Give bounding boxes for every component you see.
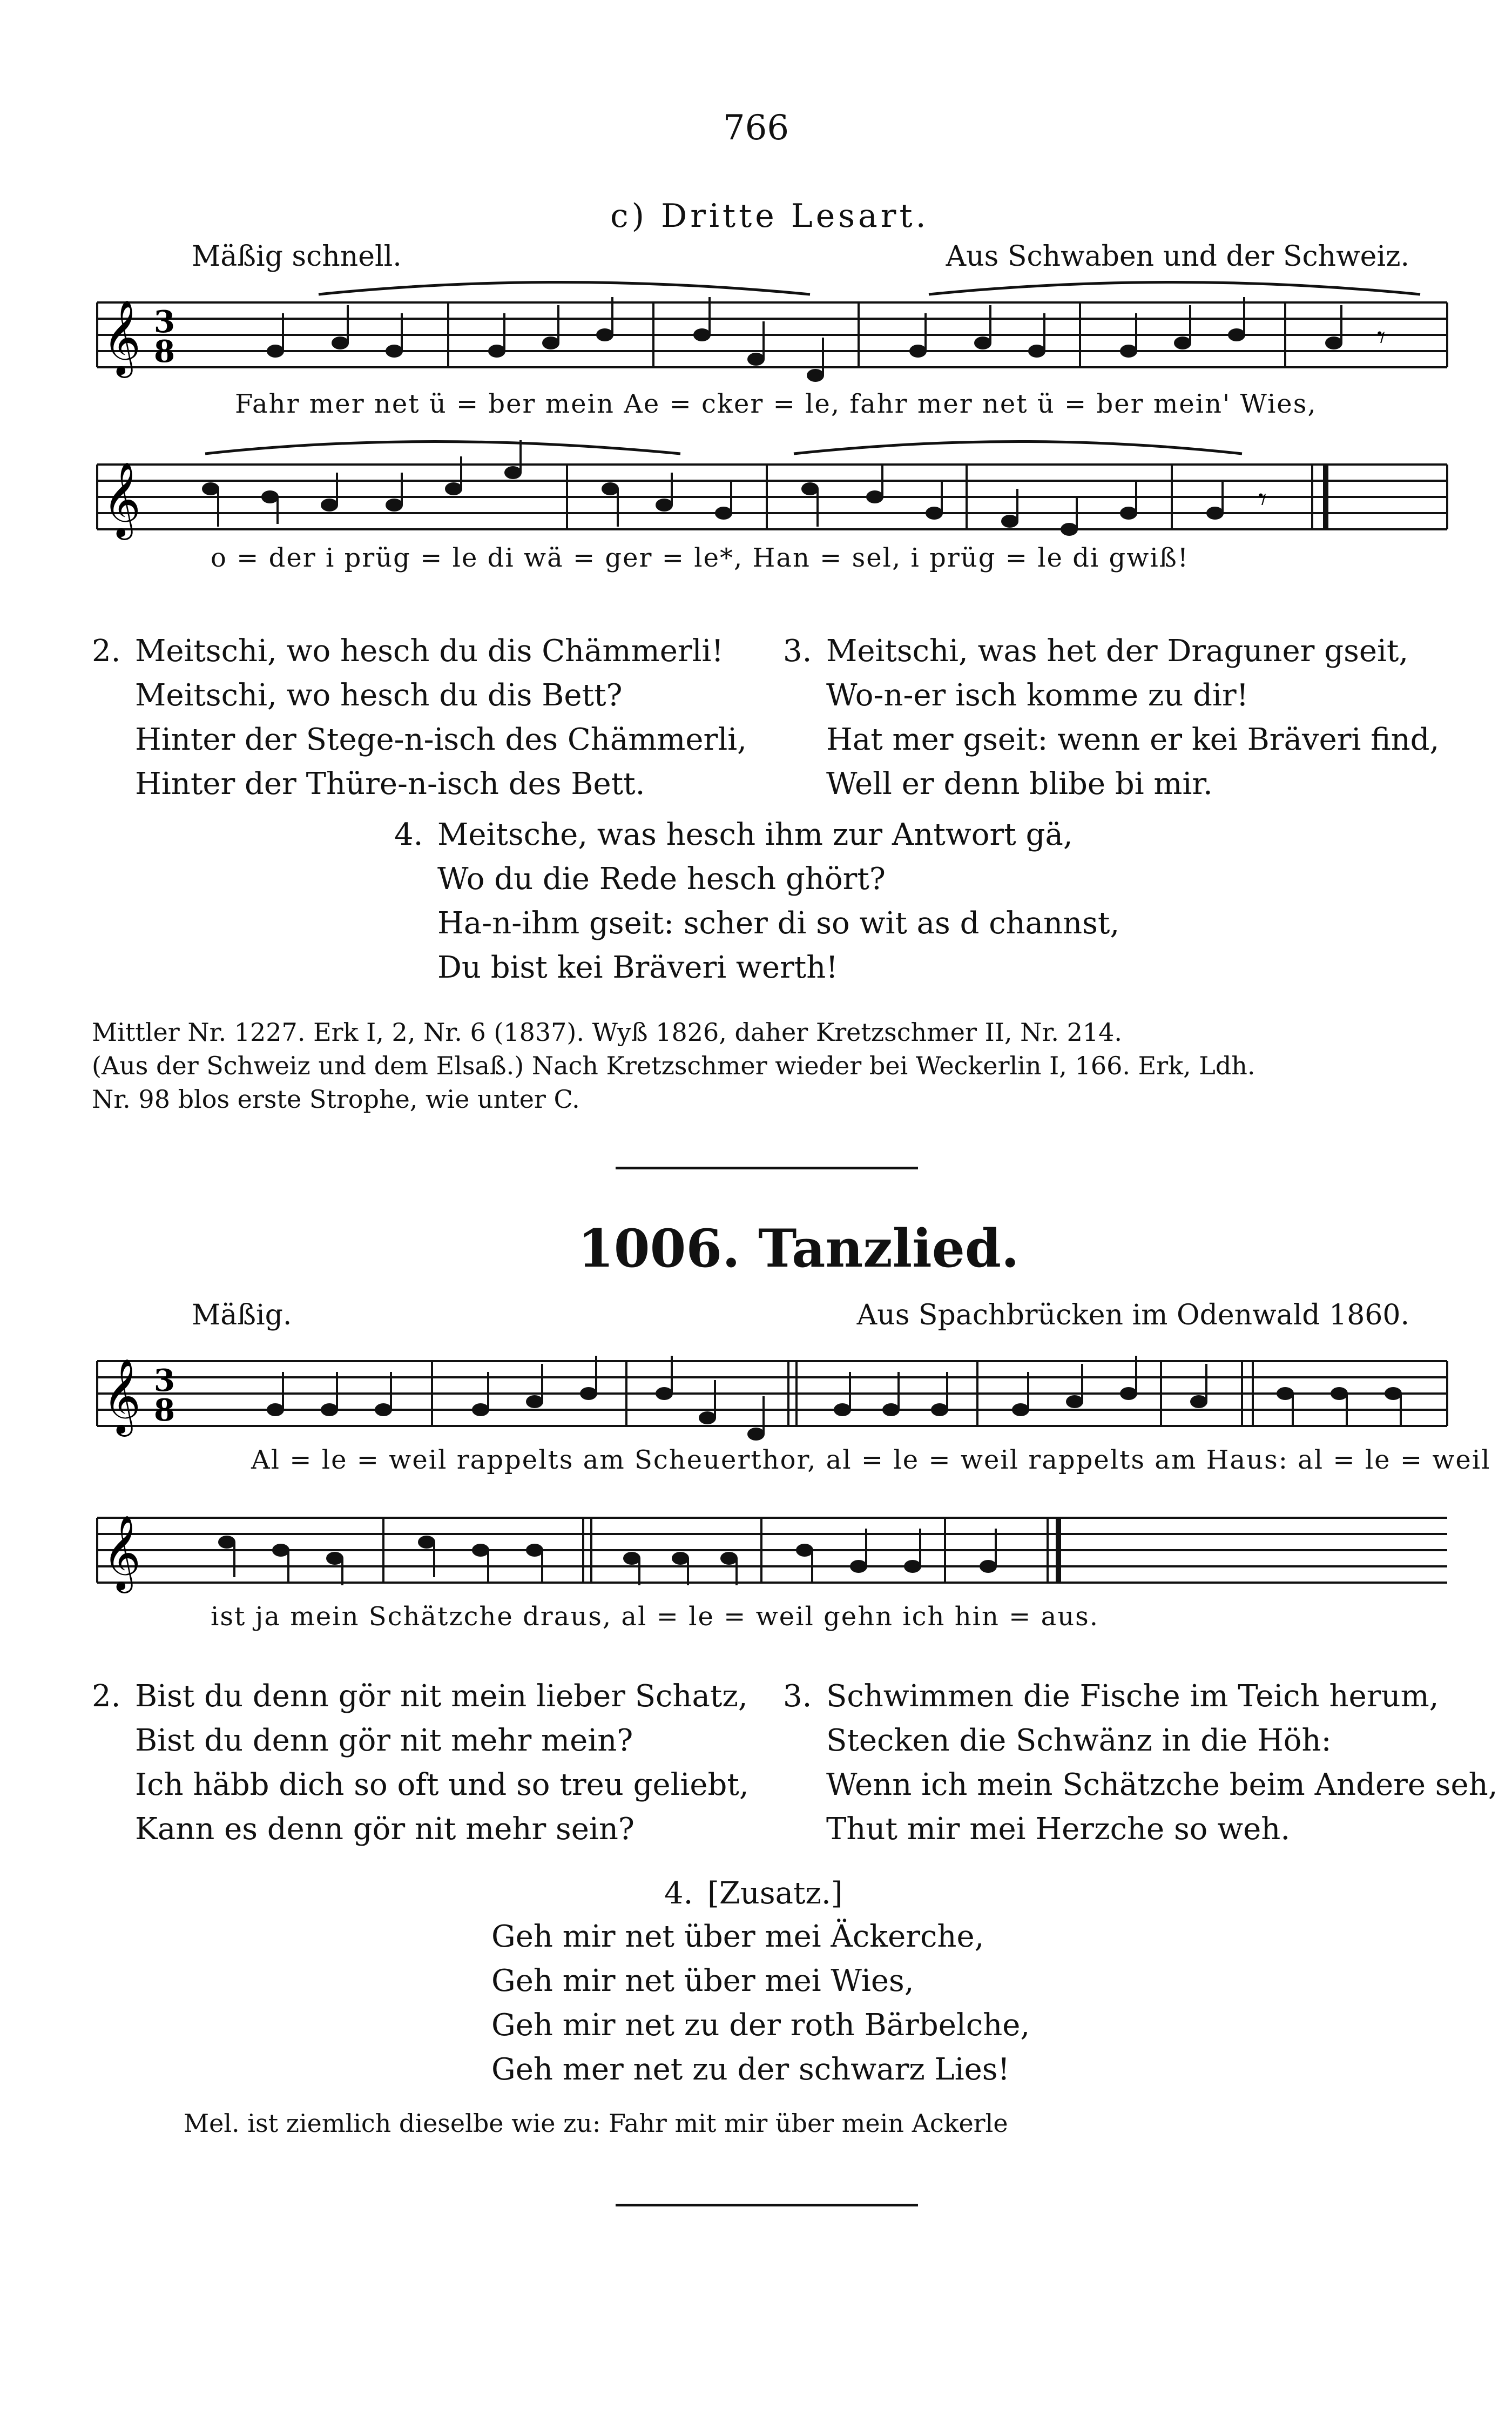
verse-4: 4. Meitsche, was hesch ihm zur Antwort gä, Wo du die Rede hesch ghört? Ha-n-ihm gseit: scher di so wit as d channst, Du bist kei Bräveri werth! [394,813,1119,990]
svg-text:𝄞: 𝄞 [103,1515,141,1590]
melody-note: Mel. ist ziemlich dieselbe wie zu: Fahr mit mir über mein Ackerle [184,2109,1008,2138]
tempo-marking: Mäßig. [192,1299,292,1331]
verse-2: 2. Bist du denn gör nit mein lieber Schatz, Bist du denn gör nit mehr mein? Ich häbb dich so oft und so treu geliebt, Kann es denn gör nit mehr sein? [92,1674,749,1852]
svg-text:𝄞: 𝄞 [103,462,141,537]
tempo-marking: Mäßig schnell. [192,240,402,273]
svg-text:3: 3 [154,304,175,340]
song-title: 1006. Tanzlied. [578,1218,1020,1279]
svg-text:𝄾: 𝄾 [1258,481,1267,519]
zusatz-heading: 4. [Zusatz.] [664,1872,843,1916]
source-note: Mittler Nr. 1227. Erk I, 2, Nr. 6 (1837). Wyß 1826, daher Kretzschmer II, Nr. 214. (Aus der Schweiz und dem Elsaß.) Nach Kretzschmer wieder bei Weckerlin I, 166. Erk, Ldh. Nr. 98 blos erste Strophe, wie unter C. [92,1018,1256,1114]
page-number: 766 [723,108,789,148]
svg-text:8: 8 [154,334,175,369]
lyric-line: ist ja mein Schätzche draus, al = le = weil gehn ich hin = aus. [211,1601,1099,1632]
music-staff-4 [92,1496,1458,1615]
svg-text:𝄞: 𝄞 [103,1358,141,1434]
verse-4-zusatz: Geh mir net über mei Äckerche, Geh mir net über mei Wies, Geh mir net zu der roth Bärbelche, Geh mer net zu der schwarz Lies! [491,1919,1030,2087]
source-line: Aus Schwaben und der Schweiz. [946,240,1409,273]
svg-text:8: 8 [154,1392,175,1428]
divider-rule [616,2204,918,2206]
source-line: Aus Spachbrücken im Odenwald 1860. [856,1299,1409,1331]
svg-text:𝄾: 𝄾 [1377,319,1386,356]
svg-text:𝄞: 𝄞 [103,300,141,375]
lyric-line: Fahr mer net ü = ber mein Ae = cker = le, fahr mer net ü = ber mein' Wies, [235,389,1317,419]
verse-number: 2. [92,1679,121,1714]
verse-number: 3. [783,634,812,669]
verse-3: 3. Meitschi, was het der Draguner gseit, Wo-n-er isch komme zu dir! Hat mer gseit: wenn er kei Bräveri find, Well er denn blibe bi mir. [783,629,1439,806]
verse-number: 4. [394,817,423,852]
verse-number: 2. [92,634,121,669]
svg-text:3: 3 [154,1363,175,1398]
section-heading: c) Dritte Lesart. [610,197,929,235]
lyric-line: o = der i prüg = le di wä = ger = le*, Han = sel, i prüg = le di gwiß! [211,543,1190,573]
verse-number: 3. [783,1679,812,1714]
divider-rule [616,1167,918,1169]
lyric-line: Al = le = weil rappelts am Scheuerthor, al = le = weil rappelts am Haus: al = le = weil [251,1445,1491,1475]
verse-number: 4. [664,1876,693,1911]
music-staff-2 [92,432,1458,562]
verse-3: 3. Schwimmen die Fische im Teich herum, Stecken die Schwänz in die Höh: Wenn ich mein Schätzche beim Andere seh, Thut mir mei Herzche so weh. [783,1674,1498,1852]
verse-2: 2. Meitschi, wo hesch du dis Chämmerli! Meitschi, wo hesch du dis Bett? Hinter der Stege-n-isch des Chämmerli, Hinter der Thüre-n-isch des Bett. [92,629,747,806]
